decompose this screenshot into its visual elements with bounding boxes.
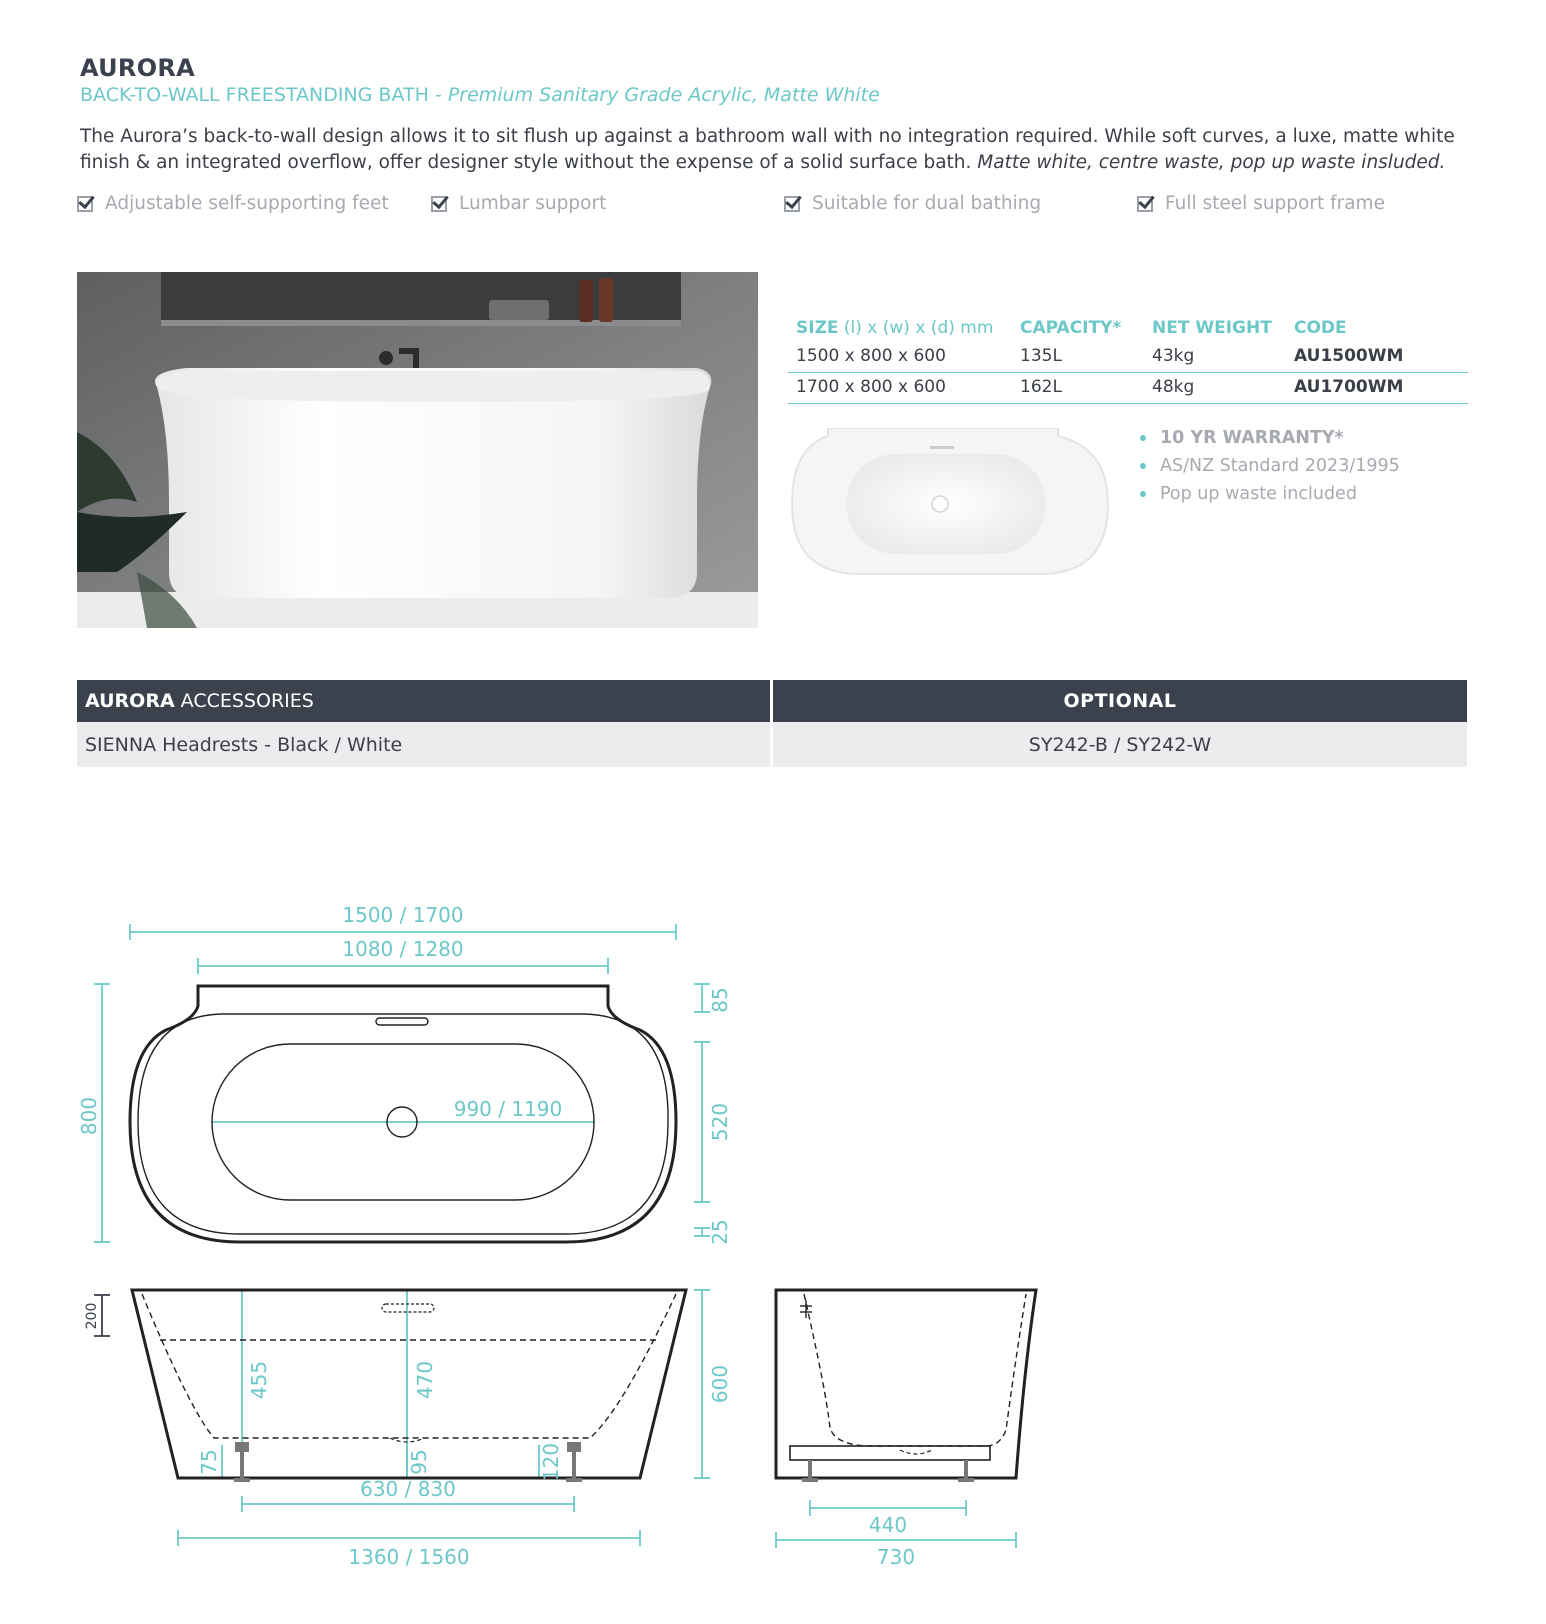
dim-foot-120: 120 xyxy=(539,1442,563,1482)
dim-side-width: 730 xyxy=(876,1545,916,1569)
accessories-table xyxy=(77,680,1467,767)
feature-label: Lumbar support xyxy=(459,193,607,214)
description-text: The Aurora’s back-to-wall design allows it to sit flush up against a bathroom wall with no integration required. While soft curves, a luxe, matte white finish & an integrated overflow, offer designer style without the expense of a solid surface bath. xyxy=(80,126,1455,173)
feature-item xyxy=(77,193,389,214)
code-cell: AU1700WM xyxy=(1286,373,1468,404)
spec-table xyxy=(788,314,1468,404)
dim-back-rim: 85 xyxy=(708,987,732,1013)
feature-label: Adjustable self-supporting feet xyxy=(105,193,389,214)
bullet-text: 10 YR WARRANTY* xyxy=(1160,428,1344,448)
dim-overall-length: 1500 / 1700 xyxy=(342,903,464,927)
feature-item xyxy=(1137,193,1385,214)
dim-depth-455: 455 xyxy=(247,1360,271,1400)
list-item xyxy=(1140,484,1400,504)
checkbox-icon xyxy=(77,196,93,212)
accessories-header-bold: AURORA xyxy=(85,690,175,712)
dim-inner-length: 1080 / 1280 xyxy=(342,937,464,961)
bullet-icon xyxy=(1140,463,1146,469)
dim-depth-470: 470 xyxy=(413,1360,437,1400)
product-title: AURORA xyxy=(80,54,196,82)
feature-item xyxy=(431,193,606,214)
table-row xyxy=(788,373,1468,404)
description-note: Matte white, centre waste, pop up waste insluded. xyxy=(977,152,1446,173)
capacity-cell: 162L xyxy=(1012,373,1144,404)
code-header: CODE xyxy=(1294,318,1347,338)
size-header-bold: SIZE xyxy=(796,318,839,338)
product-subtitle xyxy=(80,84,880,106)
accessories-header-text: ACCESSORIES xyxy=(180,690,314,712)
weight-header: NET WEIGHT xyxy=(1152,318,1272,338)
accessories-header-left xyxy=(77,680,770,722)
code-cell: AU1500WM xyxy=(1286,342,1468,373)
feature-label: Full steel support frame xyxy=(1165,193,1385,214)
technical-drawing xyxy=(0,890,1546,1590)
weight-cell: 43kg xyxy=(1144,342,1286,373)
bullet-text: AS/NZ Standard 2023/1995 xyxy=(1160,456,1400,476)
product-description xyxy=(80,124,1480,176)
optional-header: OPTIONAL xyxy=(773,680,1467,722)
dim-side-feet: 440 xyxy=(868,1513,908,1537)
capacity-header: CAPACITY* xyxy=(1020,318,1122,338)
accessory-name: SIENNA Headrests - Black / White xyxy=(77,722,770,767)
top-view-render xyxy=(790,428,1110,580)
dim-base-length: 1360 / 1560 xyxy=(348,1545,470,1569)
checkbox-icon xyxy=(784,196,800,212)
dim-foot-95: 95 xyxy=(407,1449,431,1475)
feature-bullets xyxy=(1140,428,1400,512)
feature-label: Suitable for dual bathing xyxy=(812,193,1042,214)
subtitle-main: BACK-TO-WALL FREESTANDING BATH - xyxy=(80,84,448,106)
checkbox-icon xyxy=(1137,196,1153,212)
subtitle-material: Premium Sanitary Grade Acrylic, Matte White xyxy=(447,84,880,106)
list-item xyxy=(1140,456,1400,476)
dim-width: 800 xyxy=(77,1096,101,1136)
checkbox-icon xyxy=(431,196,447,212)
accessory-code: SY242-B / SY242-W xyxy=(773,722,1467,767)
bullet-text: Pop up waste included xyxy=(1160,484,1357,504)
dim-height: 600 xyxy=(708,1364,732,1404)
capacity-cell: 135L xyxy=(1012,342,1144,373)
dim-front-rim: 25 xyxy=(708,1219,732,1245)
bullet-icon xyxy=(1140,435,1146,441)
product-photo xyxy=(77,272,758,628)
weight-cell: 48kg xyxy=(1144,373,1286,404)
list-item xyxy=(1140,428,1400,448)
accessories-header xyxy=(77,680,1467,722)
size-header-unit: (l) x (w) x (d) mm xyxy=(838,318,994,338)
dim-feet-span: 630 / 830 xyxy=(360,1477,456,1501)
table-row xyxy=(77,722,1467,767)
size-cell: 1500 x 800 x 600 xyxy=(788,342,1012,373)
size-cell: 1700 x 800 x 600 xyxy=(788,373,1012,404)
bullet-icon xyxy=(1140,491,1146,497)
feature-item xyxy=(784,193,1041,214)
size-header xyxy=(788,314,1012,342)
dim-foot-75: 75 xyxy=(197,1449,221,1475)
table-row xyxy=(788,342,1468,373)
dim-basin-width: 520 xyxy=(708,1102,732,1142)
dim-overflow: 200 xyxy=(84,1302,100,1330)
dim-basin-length: 990 / 1190 xyxy=(453,1097,563,1121)
